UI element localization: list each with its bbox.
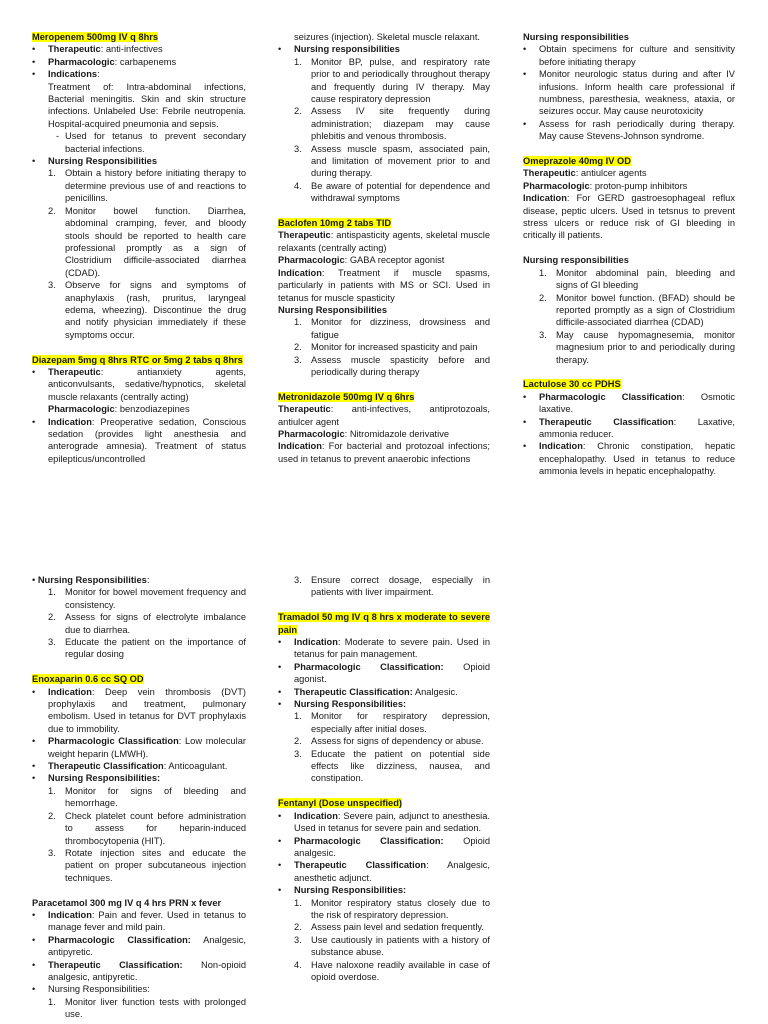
item-number: 2. [294, 922, 302, 933]
item-text: Rotate injection sites and educate the patient on proper subcutaneous injection techniques. [65, 847, 246, 883]
paracetamol-nursing-list [32, 996, 246, 1021]
fentanyl-title: Fentanyl (Dose unspecified) [278, 798, 402, 809]
item-text: : Osmotic laxative. [539, 391, 735, 415]
item-number: 2. [48, 612, 56, 623]
item-text: Opioid analgesic. [294, 835, 490, 858]
meropenem-therapeutic [48, 43, 246, 55]
item-number: 1. [294, 56, 302, 67]
diazepam-continued: seizures (injection). Skeletal muscle relaxant. [294, 32, 481, 42]
bullet-item [539, 440, 735, 477]
label: Nursing responsibilities [294, 44, 400, 55]
colon: : [146, 575, 150, 585]
item-label: Therapeutic Classification [294, 860, 427, 871]
tramadol-nursing-list [278, 710, 490, 784]
lactulose-nursing-list [32, 586, 246, 660]
diazepam-therapeutic [48, 366, 246, 416]
item-text: Use cautiously in patients with a history of substance abuse. [311, 934, 490, 958]
item-text: Monitor bowel function. (BFAD) should be reported promptly as a sign of Clostridium difficile-associated diarrhea (CDAD) [556, 292, 735, 328]
lactulose-title: Lactulose 30 cc PDHS [523, 379, 621, 390]
item-number: 3. [294, 934, 302, 945]
numbered-item [48, 167, 246, 204]
fentanyl-items [278, 810, 490, 897]
baclofen-pharmacologic [278, 254, 490, 266]
column-5 [278, 574, 490, 983]
item-number: 3. [294, 748, 302, 759]
item-number: 1. [48, 785, 56, 796]
bullet-item [294, 698, 490, 710]
numbered-item [294, 180, 490, 205]
numbered-item [294, 735, 490, 747]
paracetamol-items [32, 909, 246, 983]
pharm-label: Pharmacologic [48, 404, 115, 415]
label: Pharmacologic [523, 180, 590, 191]
item-label: Pharmacologic Classification: [294, 835, 444, 846]
item-number: 2. [294, 342, 302, 353]
text: : proton-pump inhibitors [589, 180, 688, 191]
text: : antiulcer agents [575, 168, 647, 179]
column-3 [523, 31, 735, 478]
enoxaparin-items [32, 686, 246, 785]
item-number: 3. [48, 280, 56, 291]
numbered-item [48, 996, 246, 1021]
item-text: : Deep vein thrombosis (DVT) prophylaxis and treatment, pulmonary embolism. Used in tetanus for DVT prophylaxis due to immobility. [48, 686, 246, 734]
label: Indication [523, 193, 567, 204]
label: Nursing Responsibilities [48, 156, 157, 167]
omeprazole-nursing-label: Nursing responsibilities [523, 255, 629, 266]
metronidazole-nursing-list [523, 43, 735, 142]
numbered-item [294, 354, 490, 379]
item-label: Therapeutic Classification [539, 416, 674, 427]
tramadol-title: Tramadol 50 mg IV q 8 hrs x moderate to severe pain [278, 612, 490, 635]
item-number: 4. [294, 180, 302, 191]
text: : anti-infectives, antiprotozoals, antiulcer agent [278, 404, 490, 427]
item-number: 1. [48, 996, 56, 1007]
numbered-item [48, 785, 246, 810]
numbered-item [48, 279, 246, 341]
numbered-item [294, 748, 490, 785]
text: : anti-infectives [100, 44, 163, 55]
paracetamol-nursing-label: • Nursing Responsibilities: [48, 983, 246, 995]
fentanyl-nursing-list [278, 897, 490, 984]
label: Therapeutic [48, 366, 101, 377]
label: Therapeutic [523, 168, 576, 179]
item-text: Assess IV site frequently during administration; diazepam may cause phlebitis and venous thrombosis. [311, 106, 490, 142]
item-text: Monitor for bowel movement frequency and consistency. [65, 587, 246, 610]
bullet-item [48, 686, 246, 736]
text: Ensure correct dosage, especially in patients with liver impairment. [311, 575, 490, 598]
item-text: Assess muscle spasm, associated pain, and limitation of movement prior to and during therapy. [311, 143, 490, 179]
item-number: 1. [294, 711, 302, 722]
bullet-item [48, 959, 246, 984]
item-label: Pharmacologic Classification: [294, 661, 444, 672]
numbered-item [294, 959, 490, 984]
meropenem-nursing-list [32, 167, 246, 341]
item-label: Therapeutic Classification: [294, 686, 413, 697]
item-label: Pharmacologic Classification [539, 391, 683, 402]
meropenem-pharmacologic [48, 56, 246, 68]
diazepam-title: Diazepam 5mg q 8hrs RTC or 5mg 2 tabs q 8hrs [32, 354, 243, 365]
item-label: Nursing Responsibilities: [294, 885, 407, 896]
item-text: Monitor bowel function. Diarrhea, abdominal cramping, fever, and bloody stools should be reported to health care professional promptly as a sign of Clostridium difficile-associated diarrhea (CDAD). [65, 205, 246, 278]
item-number: 1. [48, 587, 56, 598]
item-text: : Anticoagulant. [163, 761, 228, 772]
omeprazole-nursing-list [523, 267, 735, 366]
item-text: : Severe pain, adjunct to anesthesia. Used in tetanus for severe pain and sedation. [294, 810, 490, 834]
bullet-item [294, 661, 490, 686]
item-text: Obtain a history before initiating therapy to determine previous use of and reactions to penicillins. [65, 168, 246, 204]
label: Indication [278, 267, 322, 278]
paracetamol-section [32, 897, 246, 1021]
label: Nursing Responsibilities [37, 575, 147, 585]
bullet-item [48, 934, 246, 959]
enoxaparin-title: Enoxaparin 0.6 cc SQ OD [32, 674, 144, 685]
item-text: Be aware of potential for dependence and withdrawal symptoms [311, 180, 490, 204]
item-number: 1. [294, 317, 302, 328]
text: : Treatment if muscle spasms, particularly in patients with MS or SCI. Used in tetanus for muscle spasticity [278, 267, 490, 303]
item-label: Therapeutic Classification [48, 761, 164, 772]
bullet-item [48, 735, 246, 760]
numbered-item [48, 205, 246, 279]
item-text: : Moderate to severe pain. Used in tetanus for pain management. [294, 637, 490, 660]
item-number: 3. [294, 143, 302, 154]
text: : antianxiety agents, anticonvulsants, sedative/hypnotics, skeletal muscle relaxants (centrally acting) [48, 366, 246, 402]
item-text: : Analgesic, anesthetic adjunct. [294, 860, 490, 883]
item-text: : Pain and fever. Used in tetanus to manage fever and mild pain. [48, 909, 246, 933]
omeprazole-title: Omeprazole 40mg IV OD [523, 156, 631, 167]
bullet-item: • Obtain specimens for culture and sensitivity before initiating therapy [539, 43, 735, 68]
bullet-item [294, 686, 490, 698]
label: Indications [48, 69, 98, 80]
omeprazole-section [523, 155, 735, 366]
text: : For GERD gastroesophageal reflux disease, peptic ulcers. Used in tetsnus to prevent stress ulcers or reduce risk of GI bleeding in critically ill patients. [523, 193, 735, 241]
bullet-item [294, 859, 490, 884]
bullet-item: • Monitor neurologic status during and after IV infusions. Inform health care professional if numbness, paresthesia, weakness, ataxia, or seizures occur. May cause neurotoxicity [539, 68, 735, 118]
item-text: Monitor for respiratory depression, especially after initial doses. [311, 711, 490, 734]
bullet-item [539, 416, 735, 441]
item-label: Nursing Responsibilities: [48, 773, 161, 784]
metronidazole-title: Metronidazole 500mg IV q 6hrs [278, 391, 415, 402]
label: Pharmacologic [278, 255, 345, 266]
diazepam-section [32, 354, 246, 466]
bullet-item [539, 391, 735, 416]
text: Treatment of: Intra-abdominal infections, Bacterial meningitis. Skin and skin structure infections. Unlabeled Use: Febrile neutropenia. Hospital-acquired pneumonia and sepsis. [48, 81, 246, 129]
item-text: Observe for signs and symptoms of anaphylaxis (rash, pruritus, laryngeal edema, wheezing). Discontinue the drug and notify physician immediately if these symptoms occur. [65, 280, 246, 340]
item-label: Pharmacologic Classification [48, 736, 179, 747]
paracetamol-nursing-3: 3. Ensure correct dosage, especially in patients with liver impairment. [294, 575, 490, 598]
item-text: : Chronic constipation, hepatic encephalopathy. Used in tetanus to reduce ammonia levels in hepatic encephalopathy. [539, 441, 735, 477]
item-label: Pharmacologic Classification: [48, 934, 191, 945]
item-text: Educate the patient on potential side effects like dizziness, nausea, and constipation. [311, 748, 490, 784]
text: : GABA receptor agonist [344, 255, 445, 266]
bullet-item: • Assess for rash periodically during therapy. May cause Stevens-Johnson syndrome. [539, 118, 735, 143]
label: Indication [48, 416, 92, 427]
meropenem-title: Meropenem 500mg IV q 8hrs [32, 32, 159, 42]
item-label: Indication [539, 441, 583, 452]
numbered-item [48, 636, 246, 661]
item-label: Therapeutic Classification: [48, 959, 183, 970]
item-number: 3. [48, 637, 56, 648]
meropenem-tetanus-note: - Used for tetanus to prevent secondary bacterial infections. [65, 130, 246, 155]
numbered-item [48, 810, 246, 847]
baclofen-section [278, 217, 490, 378]
enoxaparin-section [32, 673, 246, 884]
bullet-item [294, 810, 490, 835]
enoxaparin-nursing-list [32, 785, 246, 884]
item-text: Check platelet count before administration to assess for heparin-induced thrombocytopenia (HIT). [65, 810, 246, 846]
item-number: 2. [48, 810, 56, 821]
text: : Preoperative sedation, Conscious sedation (provides light anesthesia and anterograde amnesia). Treatment of status epilepticus/uncontrolled [48, 416, 246, 464]
item-text: Monitor BP, pulse, and respiratory rate prior to and periodically throughout therapy and frequently during IV therapy. May cause respiratory depression [311, 56, 490, 105]
metronidazole-pharmacologic [278, 428, 490, 440]
item-number: 3. [539, 329, 547, 340]
numbered-item [539, 267, 735, 292]
item-label: Indication [48, 686, 92, 697]
item-label: Indication [48, 909, 92, 920]
label: Therapeutic [278, 404, 331, 415]
item-number: 3. [294, 354, 302, 365]
text: : For bacterial and protozoal infections; used in tetanus to prevent anaerobic infections [278, 441, 490, 464]
column-2 [278, 31, 490, 465]
item-number: 3. [48, 847, 56, 858]
metronidazole-section [278, 391, 490, 465]
baclofen-indication [278, 267, 490, 304]
item-text: Monitor liver function tests with prolonged use. [65, 996, 246, 1020]
fentanyl-section [278, 797, 490, 983]
baclofen-nursing-label: Nursing Responsibilities [278, 304, 387, 315]
item-text: Non-opioid analgesic, antipyretic. [48, 959, 246, 982]
label: Pharmacologic [48, 56, 115, 67]
numbered-item [48, 586, 246, 611]
numbered-item [294, 934, 490, 959]
meropenem-nursing [48, 155, 246, 341]
label: Therapeutic [278, 230, 331, 241]
numbered-item [294, 710, 490, 735]
item-text: : Laxative, ammonia reducer. [539, 416, 735, 439]
item-text: Have naloxone readily available in case of opioid overdose. [311, 959, 490, 982]
item-number: 2. [48, 205, 56, 216]
numbered-item [294, 316, 490, 341]
bullet-item [294, 835, 490, 860]
item-number: 1. [539, 267, 547, 278]
item-text: May cause hypomagnesemia, monitor magnesium prior to and periodically during therapy. [556, 329, 735, 365]
text: : Nitromidazole derivative [344, 428, 450, 439]
meropenem-section [32, 31, 246, 341]
numbered-item [294, 105, 490, 142]
item-number: 2. [539, 292, 547, 303]
meropenem-indications [48, 68, 246, 130]
text: : antispasticity agents, skeletal muscle relaxants (centrally acting) [278, 230, 490, 253]
bullet-item [48, 909, 246, 934]
baclofen-title: Baclofen 10mg 2 tabs TID [278, 218, 392, 229]
bullet-item [294, 884, 490, 896]
numbered-item [294, 341, 490, 353]
colon: : [97, 69, 100, 80]
item-number: 4. [294, 959, 302, 970]
baclofen-nursing-list [278, 316, 490, 378]
label: Indication [278, 441, 322, 452]
diazepam-nursing-list [278, 56, 490, 205]
numbered-item [294, 921, 490, 933]
label: Therapeutic [48, 44, 101, 55]
item-text: Monitor abdominal pain, bleeding and signs of GI bleeding [556, 267, 735, 291]
item-number: 1. [294, 897, 302, 908]
item-number: 2. [294, 736, 302, 747]
item-label: Nursing Responsibilities: [294, 699, 407, 710]
paracetamol-title: Paracetamol 300 mg IV q 4 hrs PRN x fever [32, 897, 222, 908]
omeprazole-therapeutic [523, 167, 735, 179]
numbered-item [294, 56, 490, 106]
tramadol-section [278, 611, 490, 785]
item-text: : Low molecular weight heparin (LMWH). [48, 736, 246, 759]
numbered-item [48, 847, 246, 884]
item-text: Assess for signs of dependency or abuse. [311, 736, 484, 747]
pharm-text: : benzodiazepines [114, 404, 190, 415]
item-label: Indication [294, 810, 338, 821]
bullet-item [48, 760, 246, 772]
item-text: Assess pain level and sedation frequently. [311, 922, 484, 933]
omeprazole-indication [523, 192, 735, 242]
item-text: Assess for signs of electrolyte imbalance due to diarrhea. [65, 612, 246, 635]
item-number: 2. [294, 106, 302, 117]
item-number: 1. [48, 168, 56, 179]
metronidazole-therapeutic [278, 403, 490, 428]
numbered-item [294, 143, 490, 180]
numbered-item [48, 611, 246, 636]
item-text: Opioid agonist. [294, 661, 490, 685]
item-text: Analgesic, antipyretic. [48, 934, 246, 958]
item-label: Indication [294, 637, 338, 648]
numbered-item [294, 897, 490, 922]
diazepam-indication [48, 416, 246, 466]
item-text: Monitor for dizziness, drowsiness and fatigue [311, 317, 490, 340]
lactulose-items [523, 391, 735, 478]
omeprazole-pharmacologic [523, 180, 735, 192]
metronidazole-indication [278, 440, 490, 465]
item-text: Assess muscle spasticity before and periodically during therapy [311, 354, 490, 377]
numbered-item [539, 292, 735, 329]
lactulose-nursing-label [32, 574, 246, 586]
column-1 [32, 31, 246, 465]
baclofen-therapeutic [278, 229, 490, 254]
numbered-item [539, 329, 735, 366]
column-4 [32, 574, 246, 1021]
diazepam-nursing [294, 43, 490, 204]
metronidazole-nursing-label: Nursing responsibilities [523, 32, 629, 42]
item-text: Educate the patient on the importance of regular dosing [65, 637, 246, 660]
lactulose-section [523, 378, 735, 477]
bullet-item [294, 636, 490, 661]
text: : carbapenems [114, 56, 177, 67]
item-text: Monitor for signs of bleeding and hemorrhage. [65, 785, 246, 809]
item-text: Monitor respiratory status closely due to the risk of respiratory depression. [311, 897, 490, 920]
tramadol-items [278, 636, 490, 710]
item-text: Analgesic. [412, 686, 458, 697]
item-text: Monitor for increased spasticity and pain [311, 342, 478, 353]
label: Pharmacologic [278, 428, 345, 439]
bullet-item [48, 772, 246, 784]
